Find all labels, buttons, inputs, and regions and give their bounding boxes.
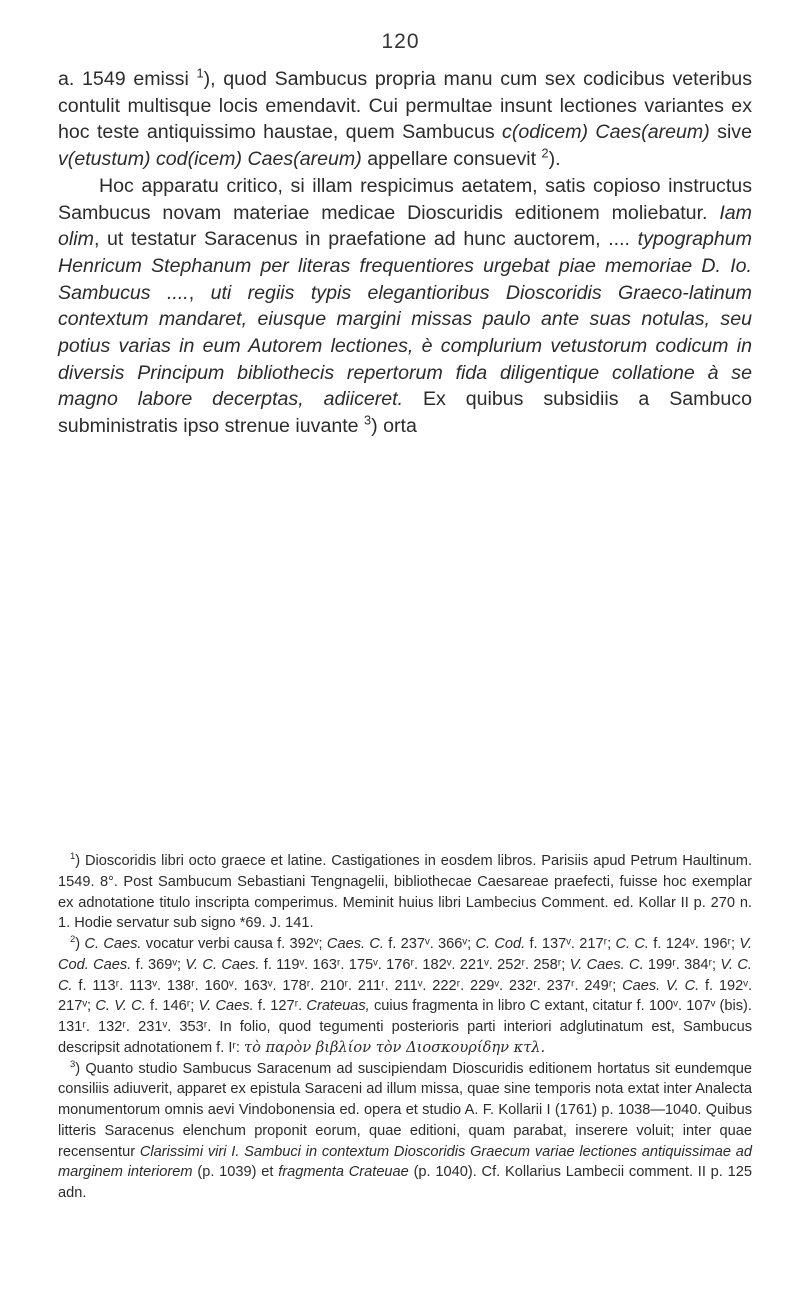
text-run: appellare consuevit (361, 148, 542, 171)
text-run: ), quod Sambucus propria manu cum sex codicibus veteribus contulit multisque locis emendavit. Cui permultae insunt lectiones variantes ex hoc teste antiquissimo haustae, quem Sambucus (58, 68, 752, 144)
text-run: ). (548, 148, 561, 171)
text-run: (p. 1039) et (192, 1164, 279, 1181)
footnote-3 (58, 1059, 752, 1204)
italic-run: c(odicem) Caes(areum) (502, 121, 710, 144)
italic-run: V. C. Caes. (185, 956, 260, 973)
footnote-2 (58, 934, 752, 1059)
italic-run: Caes. V. C. (622, 977, 700, 994)
italic-run: C. C. (615, 936, 649, 952)
text-run: f. 369ᵛ; (131, 956, 186, 973)
footnote-text: ) Dioscoridis libri octo graece et latine. Castigationes in eosdem libros. Parisiis apud Petrum Haultinum. 1549. 8°. Post Sambucum Sebastiani Tengnagelii, bibliothecae Caesareae praefecti, fuisse hoc exemplar ex adnotatione titulo inscripta comperimus. Meminit huius libri Lambecius Comment. ed. Kollar II p. 270 n. 1. Hodie servatur sub signo *69. J. 141. (58, 853, 752, 932)
italic-run: C. Caes. (84, 936, 142, 952)
italic-run: Crateuas, (306, 998, 370, 1015)
text-run: a. 1549 emissi (58, 68, 197, 90)
text-run: f. 119ᵛ. 163ʳ. 175ᵛ. 176ʳ. 182ᵛ. 221ᵛ. 252ʳ. 258ʳ; (259, 956, 570, 973)
italic-run: V. Caes. (198, 998, 254, 1015)
page-number: 120 (381, 30, 420, 53)
italic-run: Clarissimi viri I. Sambuci in contextum Dioscoridis Graecum variae lectiones antiquissimae ad marginem interiorem (58, 1143, 752, 1181)
text-run: f. 192ᵛ. 217ᵛ; (58, 977, 753, 1015)
paragraph (58, 173, 752, 440)
italic-run: fragmenta Crateuae (278, 1164, 409, 1181)
text-run: ) Quanto studio Sambucus Saracenum ad suscipiendam Dioscuridis editionem hortatus sit eundemque consiliis adiuverit, apparet ex epistula Saraceni ad illum missa, quae sine temporis nota extat inter Analecta monumentorum omnis aevi Vindobonensia ed. opera et studio A. F. Kollarii I (1761) p. 1038—1040. Quibus litteris Saracenus elenchum proponit eorum, quae editioni, quam parabat, inserere voluit; inter quae recensentur (58, 1060, 752, 1160)
text-run: ) (75, 936, 85, 952)
italic-run: typographum Henricum Stephanum per literas frequentiores urgebat piae memoriae D. Io. Sambucus .... (58, 228, 752, 304)
main-text (58, 66, 752, 440)
footnote-marker: 3 (70, 1058, 76, 1070)
text-run: 199ʳ. 384ʳ; (643, 956, 721, 973)
text-run: (p. 1040). Cf. Kollarius Lambecii comment. II p. 125 adn. (58, 1164, 752, 1201)
text-run: f. 113ʳ. 113ᵛ. 138ʳ. 160ᵛ. 163ᵛ. 178ʳ. 210ʳ. 211ʳ. 211ᵛ. 222ʳ. 229ᵛ. 232ʳ. 237ʳ. 249ʳ; (72, 977, 623, 994)
text-run: ) orta (371, 415, 417, 438)
italic-run: V. C. C. (58, 956, 752, 994)
footnote-1 (58, 851, 752, 934)
text-run: , (188, 281, 211, 304)
italic-run: Caes. C. (326, 936, 384, 952)
text-run: f. 127ʳ. (253, 998, 307, 1015)
italic-run: C. Cod. (475, 936, 526, 952)
text-run: Hoc apparatu critico, si illam respicimus aetatem, satis copioso instructus Sambucus novam materiae medicae Dioscuridis editionem moliebatur. (58, 174, 752, 224)
italic-run: V. Caes. C. (569, 956, 644, 973)
footnotes (58, 851, 752, 1204)
text-run: cuius fragmenta in libro C extant, citatur f. 100ᵛ. 107ᵛ (bis). 131ʳ. 132ʳ. 231ᵛ. 353ʳ. In folio, quod tegumenti posterioris parti interiori adglutinatum est, Sambucus descripsit adnotationem f. Iʳ: (58, 998, 752, 1056)
italic-run: v(etustum) cod(icem) Caes(areum) (58, 148, 362, 171)
footnote-ref[interactable]: 3 (364, 412, 372, 428)
italic-run: Iam olim (58, 201, 752, 251)
text-run: f. 124ᵛ. 196ʳ; (649, 936, 740, 952)
italic-run: uti regiis typis elegantioribus Dioscoridis Graeco-latinum contextum mandaret, eiusque margini missas paulo ante suas notulas, seu potius varias in eum Autorem lectiones, è complurium vetustorum codicum in diversis Principum bibliothecis repertorum fida diligentique collatione à se magno labore decerptas, adiiceret. (58, 281, 752, 411)
italic-run: C. V. C. (95, 998, 146, 1015)
text-run: f. 137ᵛ. 217ʳ; (525, 936, 616, 952)
italic-run: V. Cod. Caes. (58, 936, 753, 973)
text-run: f. 146ʳ; (145, 998, 199, 1015)
footnote-marker: 1 (70, 851, 76, 863)
text-run: , ut testatur Saracenus in praefatione ad hunc auctorem, .... (93, 228, 638, 251)
paragraph (58, 66, 752, 173)
text-run: sive (709, 121, 752, 144)
greek-quotation: τὸ παρὸν βιβλίον τὸν Διοσκουρίδην κτλ. (244, 1038, 546, 1056)
text-run: f. 237ᵛ. 366ᵛ; (383, 936, 476, 952)
footnote-marker: 2 (70, 934, 76, 946)
footnote-ref[interactable]: 2 (541, 145, 549, 161)
text-run: Ex quibus subsidiis a Sambuco subministratis ipso strenue iuvante (58, 388, 752, 438)
text-run: vocatur verbi causa f. 392ᵛ; (141, 936, 327, 952)
footnote-ref[interactable]: 1 (196, 65, 204, 81)
